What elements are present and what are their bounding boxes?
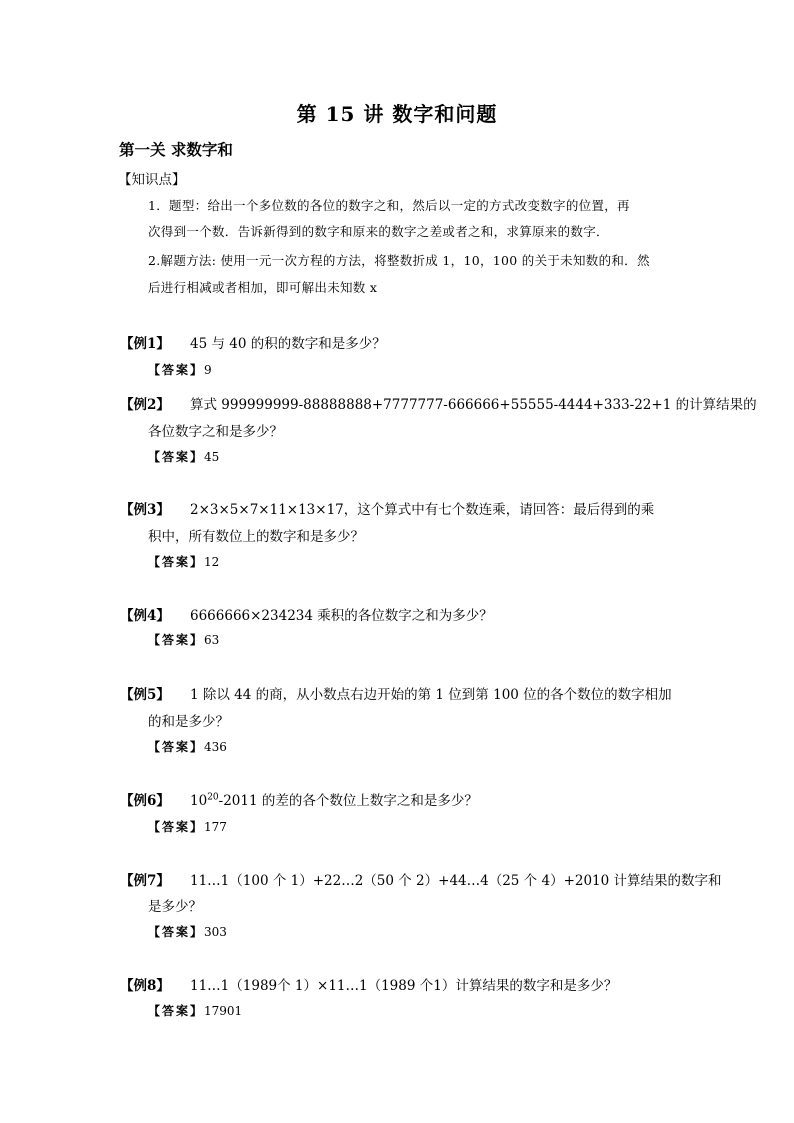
example-2-answer — [148, 448, 219, 465]
answer-tag: 【答案】 — [148, 450, 205, 464]
example-4-answer — [148, 631, 219, 648]
example-7-question-line-2: 是多少？ — [148, 899, 202, 915]
example-2-question-line-1: 算式 999999999-88888888+7777777-666666+55555-4444+333-22+1 的计算结果的 — [190, 397, 757, 413]
knowledge-header: 【知识点】 — [118, 172, 186, 188]
example-4-question: 6666666×234234 乘积的各位数字之和为多少？ — [190, 608, 493, 624]
example-6-label: 【例6】 — [120, 793, 170, 809]
example-6-answer — [148, 818, 227, 835]
answer-tag: 【答案】 — [148, 555, 205, 569]
answer-tag: 【答案】 — [148, 1004, 205, 1018]
example-7-answer — [148, 923, 227, 940]
example-2-label: 【例2】 — [120, 397, 170, 413]
example-5-question-line-2: 的和是多少？ — [148, 714, 229, 730]
knowledge-line-4: 后进行相减或者相加，即可解出未知数 x — [148, 280, 378, 295]
example-5-label: 【例5】 — [120, 687, 170, 703]
example-7-question-line-1: 11…1（100 个 1）+22…2（50 个 2）+44…4（25 个 4）+2010 计算结果的数字和 — [190, 873, 722, 889]
page-title: 第 15 讲 数字和问题 — [296, 102, 498, 126]
example-5-question-line-1: 1 除以 44 的商，从小数点右边开始的第 1 位到第 100 位的各个数位的数字相加 — [190, 687, 672, 703]
answer-value: 12 — [204, 555, 220, 569]
answer-value: 63 — [204, 633, 220, 647]
section-heading: 第一关 求数字和 — [119, 140, 233, 159]
example-1-question: 45 与 40 的积的数字和是多少？ — [190, 336, 386, 352]
power-exponent: 20 — [207, 792, 219, 803]
example-3-label: 【例3】 — [120, 502, 170, 518]
knowledge-line-1: 1．题型：给出一个多位数的各位的数字之和，然后以一定的方式改变数字的位置，再 — [148, 198, 630, 213]
answer-tag: 【答案】 — [148, 633, 205, 647]
example-3-question-line-2: 积中，所有数位上的数字和是多少？ — [148, 529, 364, 545]
example-2-question-line-2: 各位数字之和是多少？ — [148, 424, 283, 440]
example-6-question-rest: -2011 的差的各个数位上数字之和是多少？ — [218, 793, 478, 809]
example-4-label: 【例4】 — [120, 608, 170, 624]
answer-tag: 【答案】 — [148, 820, 205, 834]
answer-value: 177 — [204, 820, 227, 834]
knowledge-line-2: 次得到一个数．告诉新得到的数字和原来的数字之差或者之和，求算原来的数字． — [148, 224, 609, 239]
answer-tag: 【答案】 — [148, 925, 205, 939]
answer-value: 303 — [204, 925, 227, 939]
answer-tag: 【答案】 — [148, 740, 205, 754]
answer-value: 9 — [204, 363, 212, 377]
answer-value: 436 — [204, 740, 227, 754]
example-8-label: 【例8】 — [120, 978, 170, 994]
example-3-answer — [148, 553, 219, 570]
answer-tag: 【答案】 — [148, 363, 205, 377]
example-8-question: 11…1（1989个 1）×11…1（1989 个1）计算结果的数字和是多少？ — [190, 978, 618, 994]
example-8-answer — [148, 1002, 242, 1019]
answer-value: 17901 — [204, 1004, 243, 1018]
example-3-question-line-1: 2×3×5×7×11×13×17，这个算式中有七个数连乘，请回答：最后得到的乘 — [190, 502, 655, 518]
example-7-label: 【例7】 — [120, 873, 170, 889]
example-1-label: 【例1】 — [120, 336, 170, 352]
example-6-question — [190, 789, 478, 809]
example-1-answer — [148, 361, 212, 378]
knowledge-line-3: 2.解题方法: 使用一元一次方程的方法，将整数折成 1，10，100 的关于未知数的和．然 — [148, 253, 650, 268]
power-base: 10 — [190, 793, 208, 809]
answer-value: 45 — [204, 450, 220, 464]
example-5-answer — [148, 738, 227, 755]
